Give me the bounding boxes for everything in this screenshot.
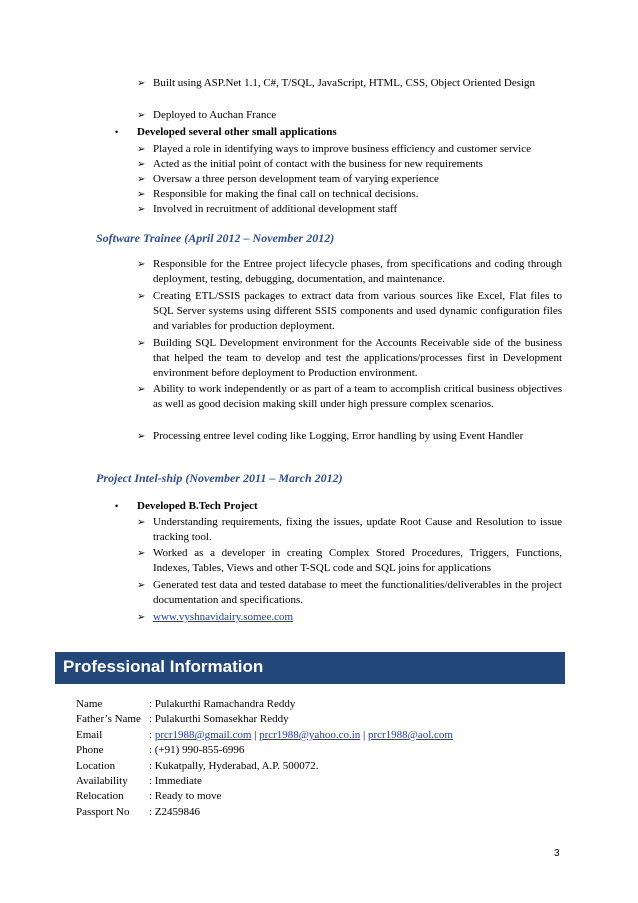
list-item: ➢ Acted as the initial point of contact with the business for new requirements xyxy=(137,158,483,170)
email-link-yahoo[interactable]: prcr1988@yahoo.co.in xyxy=(259,729,361,741)
arrow-bullet-icon: ➢ xyxy=(137,78,146,89)
list-item: ➢ Deployed to Auchan France xyxy=(137,109,277,121)
internship-heading: • Developed B.Tech Project xyxy=(115,500,258,512)
list-item: ➢ Processing entree level coding like Logging, Error handling by using Event Handler xyxy=(137,430,524,442)
info-row-email: Email : prcr1988@gmail.com | prcr1988@yahoo.co.in | prcr1988@aol.com xyxy=(76,729,453,741)
arrow-bullet-icon: ➢ xyxy=(137,174,146,185)
arrow-bullet-icon: ➢ xyxy=(137,144,146,155)
arrow-bullet-icon: ➢ xyxy=(137,259,146,270)
arrow-bullet-icon: ➢ xyxy=(137,384,146,395)
info-row-phone: Phone : (+91) 990-855-6996 xyxy=(76,744,245,756)
small-apps-heading: • Developed several other small applications xyxy=(115,126,337,138)
internship-title: Project Intel-ship (November 2011 – March 2012) xyxy=(96,471,343,485)
list-item: ➢ Ability to work independently or as part of a team to accomplish critical business objectives as well as good decision making skill under high pressure complex scenarios. xyxy=(137,383,562,410)
info-row-father: Father’s Name : Pulakurthi Somasekhar Reddy xyxy=(76,713,289,725)
info-row-name: Name : Pulakurthi Ramachandra Reddy xyxy=(76,698,296,710)
bullet-icon: • xyxy=(115,501,119,511)
info-row-passport: Passport No : Z2459846 xyxy=(76,806,201,818)
list-item: ➢ Oversaw a three person development team of varying experience xyxy=(137,173,439,185)
info-row-availability: Availability : Immediate xyxy=(76,775,202,787)
arrow-bullet-icon: ➢ xyxy=(137,338,146,349)
arrow-bullet-icon: ➢ xyxy=(137,159,146,170)
info-row-location: Location : Kukatpally, Hyderabad, A.P. 500072. xyxy=(76,760,319,772)
list-item: ➢ Involved in recruitment of additional development staff xyxy=(137,203,398,215)
arrow-bullet-icon: ➢ xyxy=(137,291,146,302)
trainee-title: Software Trainee (April 2012 – November 2012) xyxy=(96,231,335,245)
arrow-bullet-icon: ➢ xyxy=(137,431,146,442)
arrow-bullet-icon: ➢ xyxy=(137,189,146,200)
arrow-bullet-icon: ➢ xyxy=(137,204,146,215)
arrow-bullet-icon: ➢ xyxy=(137,110,146,121)
bullet-icon: • xyxy=(115,127,119,137)
list-item xyxy=(137,610,562,625)
info-row-relocation: Relocation : Ready to move xyxy=(76,790,222,802)
list-item: ➢ Worked as a developer in creating Complex Stored Procedures, Triggers, Functions, Indexes, Tables, Views and other T-SQL code and SQL joins for applications xyxy=(137,547,562,574)
list-item: ➢ Played a role in identifying ways to improve business efficiency and customer service xyxy=(137,143,531,155)
section-banner xyxy=(55,652,565,684)
list-item: ➢ Building SQL Development environment for the Accounts Receivable side of the business that helped the team to develop and test the applications/processes first in Development environment before deployment to Production environment. xyxy=(137,337,562,379)
list-item: ➢ Responsible for making the final call on technical decisions. xyxy=(137,188,419,200)
list-item: ➢ Built using ASP.Net 1.1, C#, T/SQL, JavaScript, HTML, CSS, Object Oriented Design xyxy=(137,77,536,89)
page-number: 3 xyxy=(554,848,560,859)
banner-title: Professional Information xyxy=(63,657,264,676)
list-item: ➢ Responsible for the Entree project lifecycle phases, from specifications and coding through deployment, testing, debugging, documentation, and maintenance. xyxy=(137,258,562,285)
arrow-bullet-icon: ➢ xyxy=(137,612,146,623)
arrow-bullet-icon: ➢ xyxy=(137,517,146,528)
email-link-aol[interactable]: prcr1988@aol.com xyxy=(367,729,453,741)
arrow-bullet-icon: ➢ xyxy=(137,548,146,559)
list-item: ➢ Understanding requirements, fixing the issues, update Root Cause and Resolution to issue tracking tool. xyxy=(137,516,562,543)
list-item: ➢ Creating ETL/SSIS packages to extract data from various sources like Excel, Flat files to SQL Server systems using different SSIS components and used dynamic configuration files and variables for production deployment. xyxy=(137,290,562,332)
email-link-gmail[interactable]: prcr1988@gmail.com xyxy=(154,729,252,741)
project-link[interactable]: www.vyshnavidairy.somee.com xyxy=(153,611,294,623)
list-item: ➢ Generated test data and tested database to meet the functionalities/deliverables in the project documentation and specifications. xyxy=(137,579,562,606)
arrow-bullet-icon: ➢ xyxy=(137,580,146,591)
